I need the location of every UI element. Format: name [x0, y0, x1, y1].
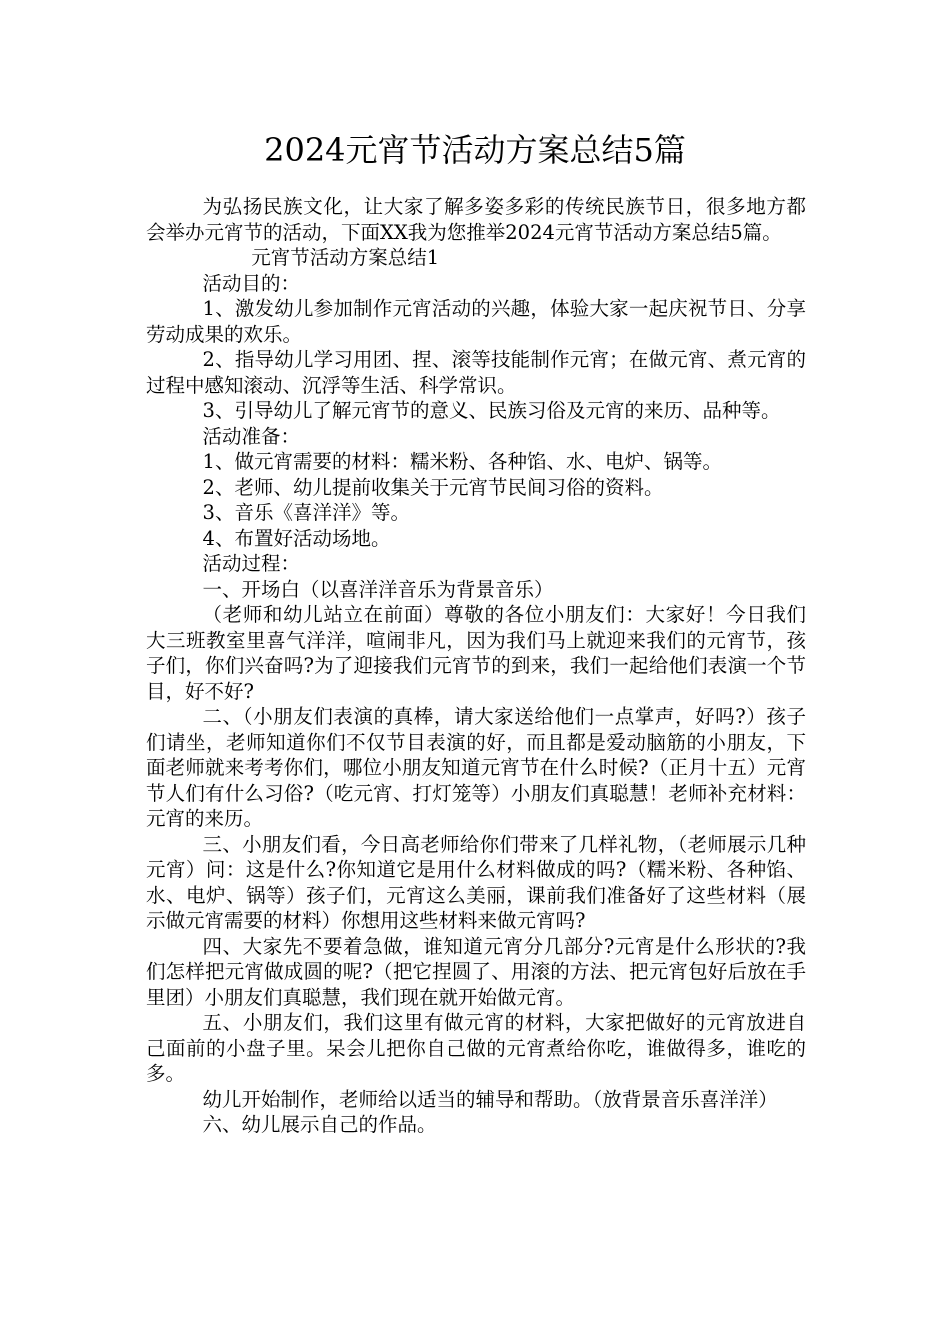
paragraph: 三、小朋友们看，今日高老师给你们带来了几样礼物，（老师展示几种元宵）问：这是什么?你知道它是用什么材料做成的吗?（糯米粉、各种馅、水、电炉、锅等）孩子们，元宵这么美丽，课前我们准备好了这些材料（展示做元宵需要的材料）你想用这些材料来做元宵吗?: [146, 832, 806, 932]
paragraph: 1、做元宵需要的材料：糯米粉、各种馅、水、电炉、锅等。: [202, 450, 722, 473]
paragraph: 四、大家先不要着急做，谁知道元宵分几部分?元宵是什么形状的?我们怎样把元宵做成圆的呢?（把它捏圆了、用滚的方法、把元宵包好后放在手里团）小朋友们真聪慧，我们现在就开始做元宵。: [146, 934, 806, 1009]
paragraph: 4、布置好活动场地。: [202, 526, 391, 550]
paragraph: 元宵节活动方案总结1: [251, 246, 440, 269]
document-title: 2024元宵节活动方案总结5篇: [264, 131, 686, 169]
paragraph: 六、幼儿展示自己的作品。: [202, 1113, 437, 1136]
paragraph: 二、（小朋友们表演的真棒，请大家送给他们一点掌声，好吗?）孩子们请坐，老师知道你们不仅节目表演的好，而且都是爱动脑筋的小朋友，下面老师就来考考你们，哪位小朋友知道元宵节在什么时候?（正月十五）元宵节人们有什么习俗?（吃元宵、打灯笼等）小朋友们真聪慧！老师补充材料：元宵的来历。: [146, 705, 806, 830]
paragraph: 2、老师、幼儿提前收集关于元宵节民间习俗的资料。: [202, 475, 664, 499]
paragraph: 3、音乐《喜洋洋》等。: [202, 501, 410, 524]
paragraph: 3、引导幼儿了解元宵节的意义、民族习俗及元宵的来历、品种等。: [202, 399, 781, 422]
paragraph: 为弘扬民族文化，让大家了解多姿多彩的传统民族节日，很多地方都会举办元宵节的活动，下面XX我为您推举2024元宵节活动方案总结5篇。: [146, 195, 806, 244]
paragraph: 2、指导幼儿学习用团、捏、滚等技能制作元宵；在做元宵、煮元宵的过程中感知滚动、沉浮等生活、科学常识。: [146, 348, 806, 397]
paragraph: 活动准备：: [202, 424, 301, 448]
paragraph: 五、小朋友们，我们这里有做元宵的材料，大家把做好的元宵放进自己面前的小盘子里。呆会儿把你自己做的元宵煮给你吃，谁做得多，谁吃的多。: [146, 1011, 806, 1085]
paragraph: 幼儿开始制作，老师给以适当的辅导和帮助。（放背景音乐喜洋洋）: [202, 1087, 778, 1111]
paragraph: （老师和幼儿站立在前面）尊敬的各位小朋友们：大家好！今日我们大三班教室里喜气洋洋，喧闹非凡，因为我们马上就迎来我们的元宵节，孩子们，你们兴奋吗?为了迎接我们元宵节的到来，我们一起给他们表演一个节目，好不好?: [146, 603, 806, 703]
document-body: [146, 194, 806, 1138]
paragraph: 活动目的：: [202, 271, 301, 295]
paragraph: 1、激发幼儿参加制作元宵活动的兴趣，体验大家一起庆祝节日、分享劳动成果的欢乐。: [146, 297, 806, 346]
paragraph: 活动过程：: [202, 552, 301, 575]
paragraph: 一、开场白（以喜洋洋音乐为背景音乐）: [202, 577, 554, 601]
